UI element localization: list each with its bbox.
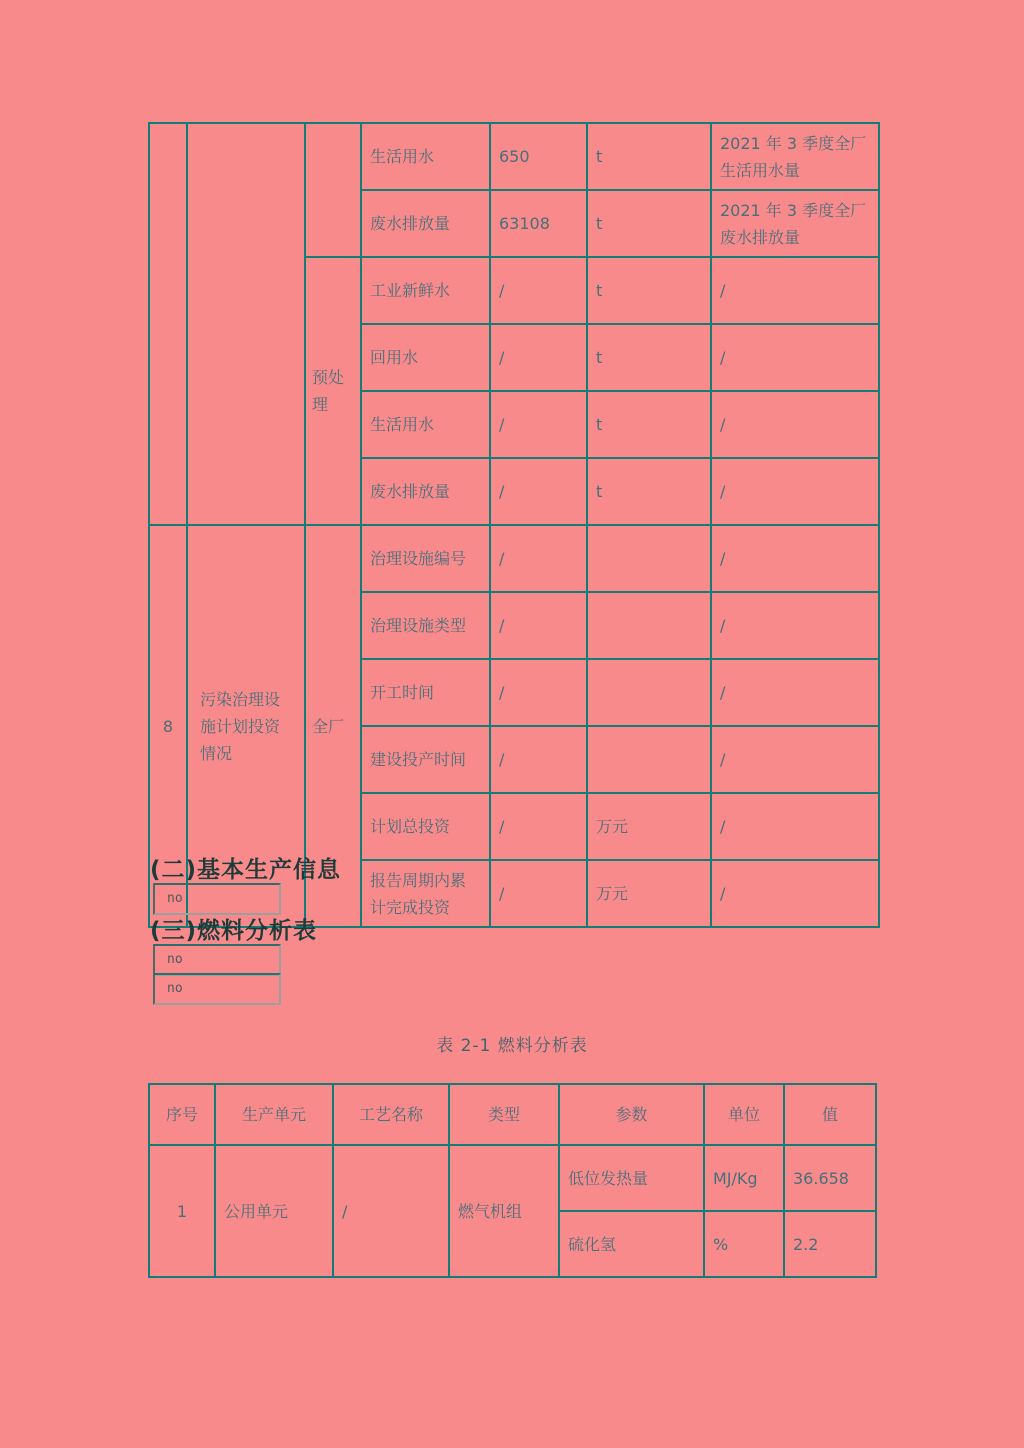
- unit-cell: t: [587, 324, 711, 391]
- table-row: [149, 123, 879, 190]
- param-unit-cell: %: [704, 1211, 784, 1277]
- usage-investment-table: [148, 122, 880, 928]
- item-cell: 废水排放量: [361, 458, 490, 525]
- section-heading-fuel-analysis: (三)燃料分析表: [150, 918, 318, 944]
- value-cell: /: [490, 793, 587, 860]
- broken-image-placeholder: no: [153, 973, 281, 1005]
- unit-cell: [587, 726, 711, 793]
- header-cell-serial: 序号: [149, 1084, 215, 1145]
- item-cell: 工业新鲜水: [361, 257, 490, 324]
- header-cell-param-unit: 单位: [704, 1084, 784, 1145]
- item-cell: 生活用水: [361, 391, 490, 458]
- item-cell: 建设投产时间: [361, 726, 490, 793]
- broken-image-placeholder: no: [153, 883, 281, 915]
- note-cell: /: [711, 257, 879, 324]
- note-cell: /: [711, 592, 879, 659]
- value-cell: /: [490, 592, 587, 659]
- item-cell: 治理设施编号: [361, 525, 490, 592]
- value-cell: /: [490, 726, 587, 793]
- fuel-analysis-table: [148, 1083, 877, 1278]
- unit-cell: 万元: [587, 793, 711, 860]
- header-cell-value: 值: [784, 1084, 876, 1145]
- note-cell: /: [711, 860, 879, 927]
- note-cell: /: [711, 726, 879, 793]
- item-cell: 报告周期内累计完成投资: [361, 860, 490, 927]
- item-cell: 废水排放量: [361, 190, 490, 257]
- header-cell-type: 类型: [449, 1084, 559, 1145]
- unit-name-cell: 公用单元: [215, 1145, 333, 1277]
- note-cell: /: [711, 324, 879, 391]
- table-row: [149, 1145, 876, 1211]
- value-cell: /: [490, 659, 587, 726]
- category-cell: 污染治理设施计划投资情况: [187, 525, 305, 927]
- serial-cell-empty: [149, 123, 187, 525]
- table-row: [149, 525, 879, 592]
- item-cell: 开工时间: [361, 659, 490, 726]
- unit-cell: [587, 659, 711, 726]
- value-cell: 650: [490, 123, 587, 190]
- value-cell: /: [490, 391, 587, 458]
- param-unit-cell: MJ/Kg: [704, 1145, 784, 1211]
- process-cell: /: [333, 1145, 449, 1277]
- value-cell: /: [490, 458, 587, 525]
- unit-cell: 万元: [587, 860, 711, 927]
- param-value-cell: 2.2: [784, 1211, 876, 1277]
- item-cell: 计划总投资: [361, 793, 490, 860]
- header-cell-process: 工艺名称: [333, 1084, 449, 1145]
- unit-cell: [587, 525, 711, 592]
- type-cell: 燃气机组: [449, 1145, 559, 1277]
- unit-cell: [587, 592, 711, 659]
- note-cell: 2021 年 3 季度全厂废水排放量: [711, 190, 879, 257]
- unit-cell: t: [587, 391, 711, 458]
- header-cell-unit-name: 生产单元: [215, 1084, 333, 1145]
- note-cell: /: [711, 659, 879, 726]
- pretreatment-scope-cell: 预处理: [305, 257, 361, 525]
- value-cell: /: [490, 860, 587, 927]
- serial-cell: 8: [149, 525, 187, 927]
- serial-cell: 1: [149, 1145, 215, 1277]
- plant-scope-cell: 全厂: [305, 525, 361, 927]
- note-cell: 2021 年 3 季度全厂生活用水量: [711, 123, 879, 190]
- broken-image-placeholder: no: [153, 944, 281, 976]
- unit-cell: t: [587, 123, 711, 190]
- value-cell: /: [490, 257, 587, 324]
- param-cell: 硫化氢: [559, 1211, 704, 1277]
- item-cell: 治理设施类型: [361, 592, 490, 659]
- unit-cell: t: [587, 257, 711, 324]
- item-cell: 回用水: [361, 324, 490, 391]
- table-caption: 表 2-1 燃料分析表: [436, 1036, 588, 1056]
- param-cell: 低位发热量: [559, 1145, 704, 1211]
- param-value-cell: 36.658: [784, 1145, 876, 1211]
- unit-cell: t: [587, 190, 711, 257]
- header-cell-param: 参数: [559, 1084, 704, 1145]
- unit-cell: t: [587, 458, 711, 525]
- value-cell: 63108: [490, 190, 587, 257]
- note-cell: /: [711, 458, 879, 525]
- value-cell: /: [490, 324, 587, 391]
- value-cell: /: [490, 525, 587, 592]
- category-cell-empty: [187, 123, 305, 525]
- scope-cell-empty: [305, 123, 361, 257]
- header-row: [149, 1084, 876, 1145]
- item-cell: 生活用水: [361, 123, 490, 190]
- note-cell: /: [711, 793, 879, 860]
- section-heading-basic-production: (二)基本生产信息: [150, 857, 342, 883]
- note-cell: /: [711, 525, 879, 592]
- note-cell: /: [711, 391, 879, 458]
